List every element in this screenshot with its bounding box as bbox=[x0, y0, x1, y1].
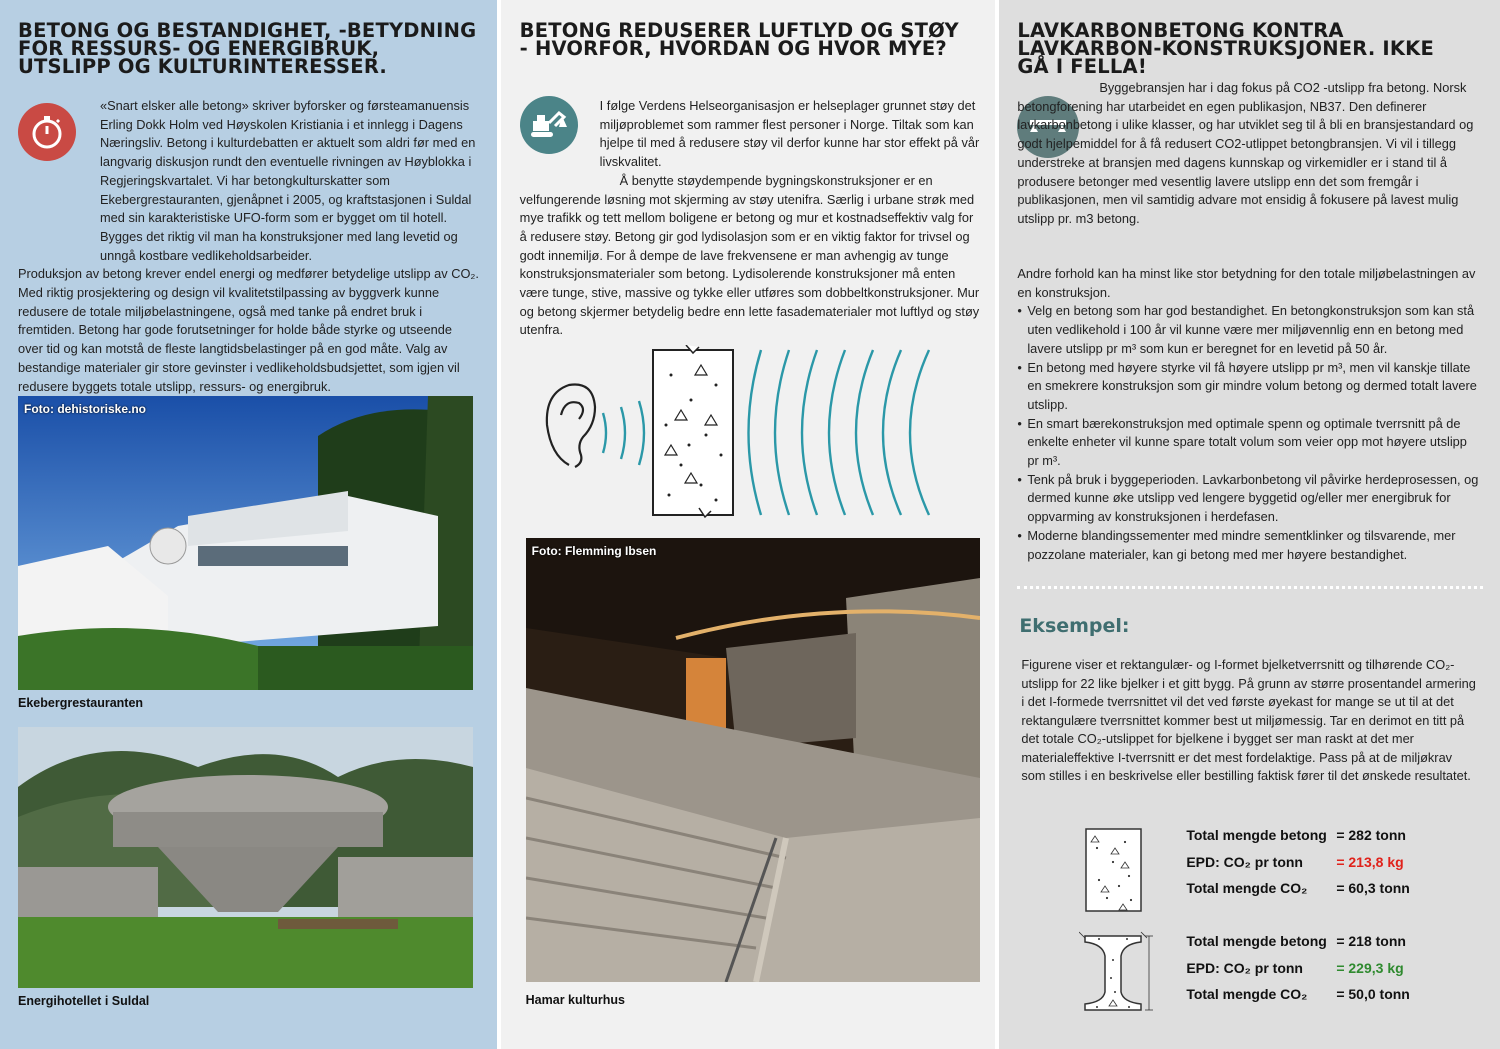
column-title: BETONG OG BESTANDIGHET, -BETYDNING FOR RESSURS- OG ENERGIBRUK, UTSLIPP OG KULTURINTERESSER. bbox=[18, 19, 477, 78]
paragraph: Byggebransjen har i dag fokus på CO2 -utslipp fra betong. Norsk betongforening har utarbeidet en egen publikasjon, NB37. Den definerer lavkarbonbetong i ulike klasser, og har utviklet seg til å bli en bransjestandard og godt hjelpemiddel for å få redusert CO2-utlippet betongbransjen. Vi vil i tillegg understreke at bransjen med dagens kunnskap og virkemidler er i stand til å produsere betonger med vesentlig lavere utslipp enn det som fremgår i publikasjonen, men vil samtidig advare mot ensidig å fokusere på lavest mulig utslipp pr. m3 betong. bbox=[1017, 80, 1474, 226]
photo-caption: Ekebergrestauranten bbox=[18, 696, 144, 710]
stat-row bbox=[1186, 854, 1486, 881]
sound-wave-outer bbox=[748, 350, 929, 515]
column-noise bbox=[501, 0, 996, 1049]
stat-value: = 213,8 kg bbox=[1336, 853, 1404, 870]
sound-insulation-diagram bbox=[531, 345, 971, 520]
column-title: BETONG REDUSERER LUFTLYD OG STØY - HVORFOR, HVORDAN OG HVOR MYE? bbox=[519, 19, 959, 60]
stat-value: = 218 tonn bbox=[1336, 933, 1406, 949]
body-text bbox=[1017, 265, 1479, 564]
list-item: • En smart bærekonstruksjon med optimale spenn og optimale tverrsnitt på de enkelte enheter vil kunne spare totalt volum som veier opp mot høyere utslipp pr m³. bbox=[1017, 415, 1479, 471]
stat-row bbox=[1186, 986, 1486, 1013]
column-low-carbon bbox=[999, 0, 1500, 1049]
paragraph: I følge Verdens Helseorganisasjon er helseplager grunnet støy det miljøproblemet som rammer flest personer i Norge. Tiltak som kan hjelpe til med å redusere støy vil derfor kunne har stor effekt på vår livskvalitet. bbox=[599, 98, 980, 170]
example-heading: Eksempel: bbox=[1019, 615, 1130, 637]
i-section-figure bbox=[1079, 930, 1159, 1016]
list-item: • Tenk på bruk i byggeperioden. Lavkarbonbetong vil påvirke herdeprosessen, og dermed kunne øke utslipp ved lengere byggetid og/eller mer energibruk for oppvarming av konstruksjonen i herdefasen. bbox=[1017, 471, 1479, 527]
stat-row bbox=[1186, 933, 1486, 960]
stat-label: Total mengde betong bbox=[1186, 827, 1327, 843]
sound-wave-inner bbox=[603, 401, 644, 465]
paragraph: Figurene viser et rektangulær- og I-formet bjelketverrsnitt og tilhørende CO₂-utslipp for 22 like bjelker i et gitt bygg. På grunn av større prosentandel armering i det I-formede tverrsnittet vil det ved første øyekast for mange se ut til at det rektangulære tverrsnittet kommer best ut miljømessig. Tar en derimot en titt på det totale CO₂-utslippet for bjelkene i bygget ser man raskt at det mer materialeffektive I-tverrsnitt er det mest fordelaktige. Pass på at de miljøkrav som stilles i en beskrivelse eller bestilling faktisk fører til det ønskede resultatet. bbox=[1021, 657, 1476, 783]
example-text bbox=[1021, 656, 1479, 786]
photo-caption: Energihotellet i Suldal bbox=[18, 994, 150, 1008]
stat-value: = 50,0 tonn bbox=[1336, 986, 1410, 1002]
dotted-divider bbox=[1017, 586, 1483, 589]
paragraph: Andre forhold kan ha minst like stor betydning for den totale miljøbelastningen av en konstruksjon. bbox=[1017, 266, 1476, 300]
stat-row bbox=[1186, 880, 1486, 907]
body-text bbox=[520, 97, 982, 340]
stat-row bbox=[1186, 827, 1486, 854]
body-text bbox=[18, 97, 480, 396]
photo-credit: Foto: Flemming Ibsen bbox=[531, 544, 657, 558]
stat-label: EPD: CO₂ pr tonn bbox=[1186, 853, 1303, 870]
ear-icon bbox=[547, 384, 595, 467]
photo-hamar-kulturhus bbox=[526, 538, 980, 982]
photo-energihotellet bbox=[18, 727, 473, 988]
stat-value: = 60,3 tonn bbox=[1336, 880, 1410, 896]
rectangular-section-figure bbox=[1085, 828, 1143, 914]
list-item: • Moderne blandingssementer med mindre sementklinker og tilsvarende, mer pozzolane materialer, kan gi betong med mer høyere bestandighet. bbox=[1017, 527, 1479, 564]
stat-value: = 229,3 kg bbox=[1336, 959, 1404, 976]
body-text bbox=[1017, 79, 1479, 229]
photo-caption: Hamar kulturhus bbox=[525, 993, 625, 1007]
stat-label: Total mengde CO₂ bbox=[1186, 880, 1308, 896]
photo-credit: Foto: dehistoriske.no bbox=[24, 402, 147, 416]
paragraph: Produksjon av betong krever endel energi og medfører betydelige utslipp av CO₂. Med riktig prosjektering og design vil kvalitetstilpassing av byggverk kunne redusere de totale miljøbelastningene, også med tanke på endret bruk i fremtiden. Betong har gode forutsetninger for holde både styrke og utseende over tid og kan motstå de fleste langtidsbelastinger på en god måte. Valg av bestandige materialer gir store gevinster i vedlikeholdsbudsjettet, som igjen vil redusere byggets totale utslipp, ressurs- og energibruk. bbox=[18, 266, 479, 394]
photo-ekebergrestauranten bbox=[18, 396, 473, 690]
paragraph: Å benytte støydempende bygningskonstruksjoner er en velfungerende løsning mot skjerming av støy utenifra. Særlig i urbane strøk med mye trafikk og tett mellom boligene er betong og mur et kostnadseffektiv valg for å redusere støy. Betong gir god lydisolasjon som er en viktig faktor for trivsel og godt innemiljø. For å dempe de lave frekvensene er man avhengig av tunge konstruksjonsmaterialer som betong. Lydisolerende konstruksjoner må enten være tunge, stive, massive og tykke eller utføres som dobbeltkonstruksjoner. Mur og betong skjermer betydelig bedre enn lette fasadematerialer mot luftlyd og støy utenfra. bbox=[519, 172, 980, 338]
concrete-wall bbox=[653, 345, 733, 517]
column-title: LAVKARBONBETONG KONTRA LAVKARBON-KONSTRUKSJONER. IKKE GÅ I FELLA! bbox=[1017, 19, 1435, 78]
stat-label: Total mengde CO₂ bbox=[1186, 986, 1308, 1002]
stat-label: EPD: CO₂ pr tonn bbox=[1186, 959, 1303, 976]
stats-table-i-section bbox=[1186, 933, 1486, 1013]
list-item: • Velg en betong som har god bestandighet. En betongkonstruksjon som kan stå uten vedlikehold i 100 år vil kunne være mer miljøvennlig enn en betong med lavere utslipp pr m³ som kun er beregnet for en levetid på 50 år. bbox=[1017, 302, 1479, 358]
stat-label: Total mengde betong bbox=[1186, 933, 1327, 949]
column-durability bbox=[0, 0, 497, 1049]
bullet-list bbox=[1017, 302, 1479, 564]
list-item: • En betong med høyere styrke vil få høyere utslipp pr m³, men vil kanskje tillate en smekrere konstruksjon som gir mindre volum betong og dermed totalt lavere utslipp. bbox=[1017, 359, 1479, 415]
paragraph: «Snart elsker alle betong» skriver byforsker og førsteamanuensis Erling Dokk Holm ved Høyskolen Kristiania i et innlegg i Dagens Næringsliv. Betong i kulturdebatten er aktuelt som aldri før med en langvarig diskusjon rundt den eventuelle rivningen av Høyblokka i Regjeringskvartalet. Vi har betongkulturskatter som Ekebergrestauranten, gjenåpnet i 2005, og kraftstasjonen i Suldal med sin karakteristiske UFO-form som er bygget om til hotell. Bygges det riktig vil man ha konstruksjoner med lang levetid og unngå kostbare vedlikeholdsarbeider. bbox=[100, 98, 476, 263]
stat-row bbox=[1186, 960, 1486, 987]
stat-value: = 282 tonn bbox=[1336, 827, 1406, 843]
stats-table-rectangular bbox=[1186, 827, 1486, 907]
